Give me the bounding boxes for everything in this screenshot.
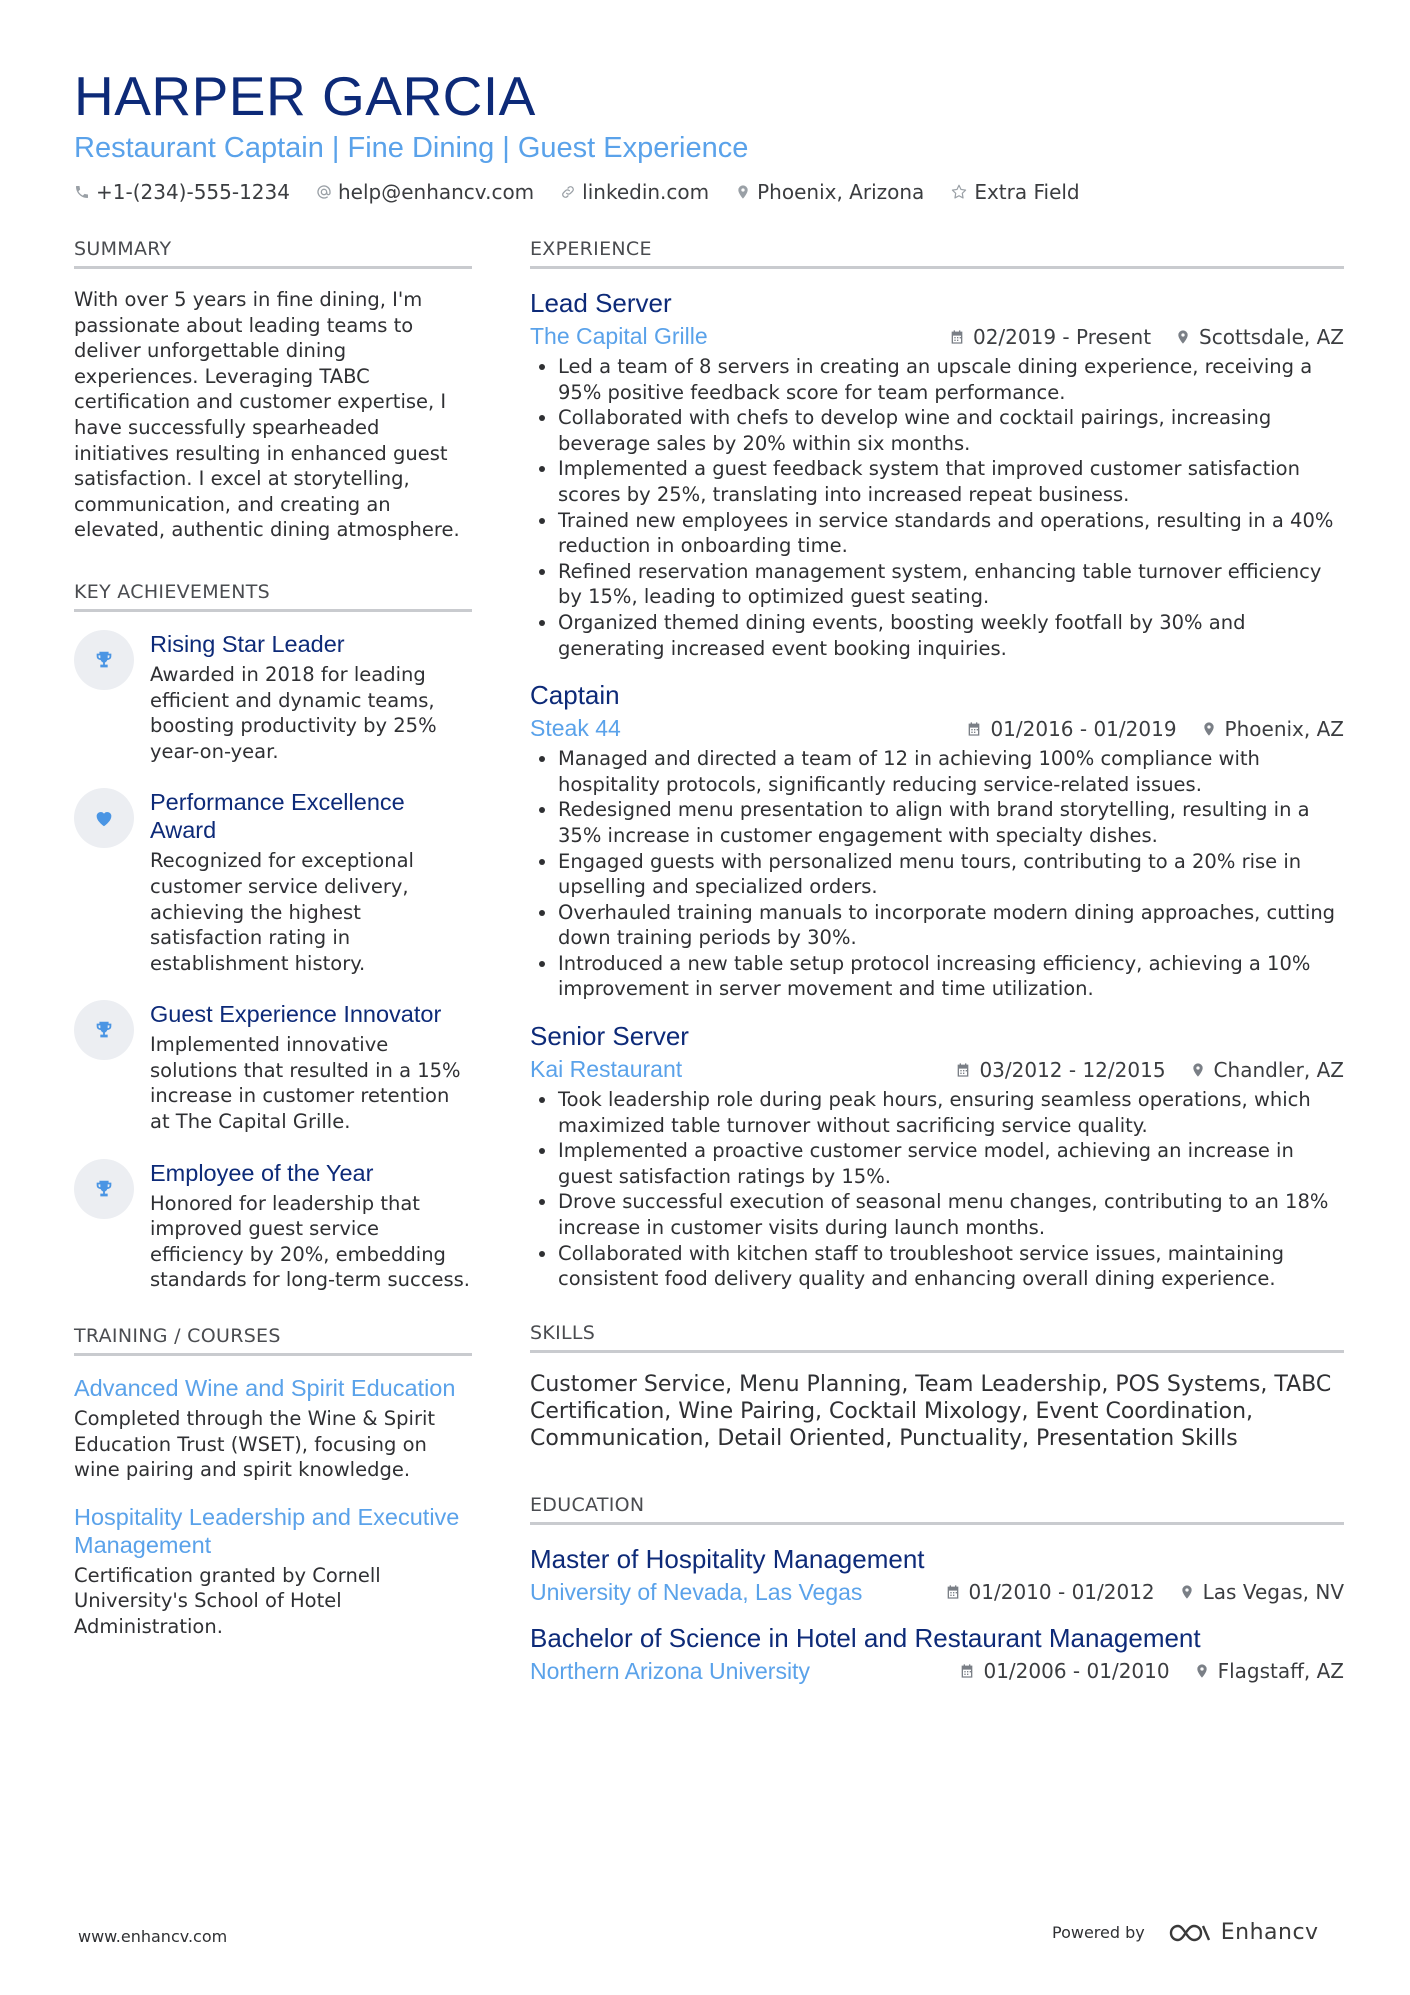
education-dates: 01/2006 - 01/2010 bbox=[983, 1659, 1170, 1684]
phone-text: +1-(234)-555-1234 bbox=[96, 180, 290, 204]
job-entry bbox=[530, 1020, 1344, 1292]
calendar-icon bbox=[966, 721, 982, 737]
course-desc: Certification granted by Cornell University's School of Hotel Administration. bbox=[74, 1563, 381, 1638]
job-entry bbox=[530, 679, 1344, 1002]
achievement-desc: Awarded in 2018 for leading efficient and dynamic teams, boosting productivity by 25% year-on-year. bbox=[150, 662, 437, 763]
achievement-item bbox=[74, 630, 472, 764]
achievement-item bbox=[74, 1000, 472, 1134]
extra-field-text: Extra Field bbox=[974, 180, 1080, 204]
training-section bbox=[74, 1325, 472, 1640]
powered-by-label: Powered by bbox=[1052, 1923, 1145, 1942]
job-location: Phoenix, AZ bbox=[1224, 716, 1344, 741]
contact-linkedin[interactable] bbox=[560, 180, 709, 204]
company-name: Steak 44 bbox=[530, 715, 621, 742]
education-location: Flagstaff, AZ bbox=[1217, 1659, 1344, 1684]
bullet: • Took leadership role during peak hours, ensuring seamless operations, which maximized table turnover without sacrificing service quality. bbox=[558, 1087, 1344, 1138]
skills-section bbox=[530, 1322, 1344, 1452]
resume-header bbox=[74, 64, 1346, 204]
calendar-icon bbox=[959, 1663, 975, 1679]
location-text: Phoenix, Arizona bbox=[757, 180, 925, 204]
location-icon bbox=[1179, 1584, 1195, 1600]
achievement-item bbox=[74, 1159, 472, 1293]
achievement-desc: Recognized for exceptional customer service delivery, achieving the highest satisfaction rating in establishment history. bbox=[150, 849, 414, 975]
bullet: • Led a team of 8 servers in creating an upscale dining experience, receiving a 95% positive feedback score for team performance. bbox=[558, 354, 1344, 405]
trophy-icon bbox=[74, 630, 134, 690]
summary-text: With over 5 years in fine dining, I'm passionate about leading teams to deliver unforgettable dining experiences. Leveraging TABC certification and customer expertise, I have successfully spearheaded initiatives resulting in enhanced guest satisfaction. I excel at storytelling, communication, and creating an elevated, authentic dining atmosphere. bbox=[74, 288, 460, 542]
bullet: • Overhauled training manuals to incorporate modern dining approaches, cutting down training periods by 30%. bbox=[558, 900, 1344, 951]
summary-section bbox=[74, 238, 472, 543]
location-icon bbox=[1194, 1663, 1210, 1679]
school-name: Northern Arizona University bbox=[530, 1657, 810, 1684]
bullet: • Redesigned menu presentation to align with brand storytelling, resulting in a 35% increase in customer engagement with specialty dishes. bbox=[558, 797, 1344, 848]
candidate-name: HARPER GARCIA bbox=[74, 65, 536, 127]
location-icon bbox=[1190, 1062, 1206, 1078]
headline: Restaurant Captain | Fine Dining | Guest Experience bbox=[74, 132, 749, 164]
calendar-icon bbox=[949, 329, 965, 345]
job-title: Senior Server bbox=[530, 1021, 689, 1052]
bullet: • Managed and directed a team of 12 in achieving 100% compliance with hospitality protocols, significantly reducing service-related issues. bbox=[558, 746, 1344, 797]
bullet: • Refined reservation management system, enhancing table turnover efficiency by 15%, leading to optimized guest seating. bbox=[558, 559, 1344, 610]
contact-location bbox=[735, 180, 924, 204]
company-name: The Capital Grille bbox=[530, 323, 708, 349]
bullet: • Collaborated with kitchen staff to troubleshoot service issues, maintaining consistent food delivery quality and enhancing overall dining experience. bbox=[558, 1241, 1344, 1292]
contact-phone[interactable] bbox=[74, 180, 290, 204]
location-icon bbox=[735, 184, 751, 200]
footer-branding[interactable] bbox=[1052, 1920, 1319, 1945]
job-entry bbox=[530, 287, 1344, 661]
education-entry bbox=[530, 1622, 1344, 1685]
calendar-icon bbox=[945, 1584, 961, 1600]
bullet: • Drove successful execution of seasonal menu changes, contributing to an 18% increase in customer visits during launch months. bbox=[558, 1189, 1344, 1240]
job-dates: 02/2019 - Present bbox=[972, 324, 1152, 349]
course-desc: Completed through the Wine & Spirit Education Trust (WSET), focusing on wine pairing and spirit knowledge. bbox=[74, 1407, 436, 1482]
bullet: • Implemented a proactive customer service model, achieving an increase in guest satisfaction ratings by 15%. bbox=[558, 1138, 1344, 1189]
brand-name: Enhancv bbox=[1220, 1920, 1319, 1945]
training-heading: TRAINING / COURSES bbox=[74, 1325, 472, 1356]
education-meta bbox=[530, 1658, 1344, 1685]
enhancv-logo-icon bbox=[1167, 1921, 1213, 1945]
course-title: Hospitality Leadership and Executive Management bbox=[74, 1503, 460, 1558]
job-meta bbox=[530, 323, 1344, 350]
left-column bbox=[74, 238, 472, 1660]
heart-icon bbox=[74, 788, 134, 848]
achievement-title: Rising Star Leader bbox=[150, 630, 345, 657]
education-meta bbox=[530, 1579, 1344, 1606]
star-icon bbox=[950, 183, 968, 201]
trophy-icon bbox=[74, 1159, 134, 1219]
bullet: • Collaborated with chefs to develop wine and cocktail pairings, increasing beverage sales by 20% within six months. bbox=[558, 405, 1344, 456]
job-location: Chandler, AZ bbox=[1213, 1057, 1344, 1082]
location-icon bbox=[1175, 329, 1191, 345]
course-title: Advanced Wine and Spirit Education bbox=[74, 1375, 456, 1402]
email-text: help@enhancv.com bbox=[337, 180, 535, 204]
job-meta bbox=[530, 1056, 1344, 1083]
achievement-title: Performance Excellence Award bbox=[150, 789, 405, 844]
education-heading: EDUCATION bbox=[530, 1494, 1344, 1525]
job-dates: 03/2012 - 12/2015 bbox=[979, 1057, 1166, 1082]
degree-title: Bachelor of Science in Hotel and Restaurant Management bbox=[530, 1622, 1201, 1653]
degree-title: Master of Hospitality Management bbox=[530, 1543, 925, 1574]
contact-extra bbox=[950, 180, 1079, 204]
skills-text: Customer Service, Menu Planning, Team Leadership, POS Systems, TABC Certification, Wine Pairing, Cocktail Mixology, Event Coordination, Communication, Detail Oriented, Punctuality, Presentation Skills bbox=[530, 1371, 1332, 1451]
job-title: Lead Server bbox=[530, 288, 672, 318]
achievements-section bbox=[74, 581, 472, 1293]
job-bullets bbox=[530, 746, 1344, 1002]
job-title: Captain bbox=[530, 680, 620, 711]
at-icon bbox=[316, 184, 332, 200]
job-dates: 01/2016 - 01/2019 bbox=[990, 716, 1177, 741]
skills-heading: SKILLS bbox=[530, 1322, 1344, 1353]
bullet: • Engaged guests with personalized menu tours, contributing to a 20% rise in upselling and specialized orders. bbox=[558, 849, 1344, 900]
bullet: • Organized themed dining events, boosting weekly footfall by 30% and generating increased event booking inquiries. bbox=[558, 610, 1344, 661]
achievements-heading: KEY ACHIEVEMENTS bbox=[74, 581, 472, 612]
experience-heading: EXPERIENCE bbox=[530, 238, 1344, 269]
footer-website[interactable]: www.enhancv.com bbox=[78, 1927, 228, 1946]
school-name: University of Nevada, Las Vegas bbox=[530, 1578, 863, 1605]
experience-section bbox=[530, 238, 1344, 1292]
contact-email[interactable] bbox=[316, 180, 534, 204]
link-icon bbox=[560, 184, 576, 200]
achievement-item bbox=[74, 788, 472, 976]
location-icon bbox=[1201, 721, 1217, 737]
achievement-title: Guest Experience Innovator bbox=[150, 1001, 442, 1028]
job-meta bbox=[530, 715, 1344, 742]
trophy-icon bbox=[74, 1000, 134, 1060]
job-bullets bbox=[530, 1087, 1344, 1292]
company-name: Kai Restaurant bbox=[530, 1056, 683, 1083]
achievement-desc: Implemented innovative solutions that resulted in a 15% increase in customer retention at The Capital Grille. bbox=[150, 1033, 461, 1134]
phone-icon bbox=[74, 184, 90, 200]
education-entry bbox=[530, 1543, 1344, 1606]
achievement-desc: Honored for leadership that improved guest service efficiency by 20%, embedding standards for long-term success. bbox=[150, 1191, 470, 1292]
linkedin-text: linkedin.com bbox=[582, 180, 710, 204]
bullet: • Implemented a guest feedback system that improved customer satisfaction scores by 25%, translating into increased repeat business. bbox=[558, 456, 1344, 507]
job-location: Scottsdale, AZ bbox=[1199, 324, 1344, 349]
education-section bbox=[530, 1494, 1344, 1685]
right-column bbox=[530, 238, 1344, 1701]
bullet: • Trained new employees in service standards and operations, resulting in a 40% reduction in onboarding time. bbox=[558, 508, 1344, 559]
calendar-icon bbox=[955, 1062, 971, 1078]
achievement-title: Employee of the Year bbox=[150, 1159, 374, 1186]
bullet: • Introduced a new table setup protocol increasing efficiency, achieving a 10% improvement in server movement and time utilization. bbox=[558, 951, 1344, 1002]
education-dates: 01/2010 - 01/2012 bbox=[968, 1580, 1155, 1605]
contact-bar bbox=[74, 180, 1346, 204]
summary-heading: SUMMARY bbox=[74, 238, 472, 269]
education-location: Las Vegas, NV bbox=[1202, 1580, 1344, 1605]
job-bullets bbox=[530, 354, 1344, 661]
